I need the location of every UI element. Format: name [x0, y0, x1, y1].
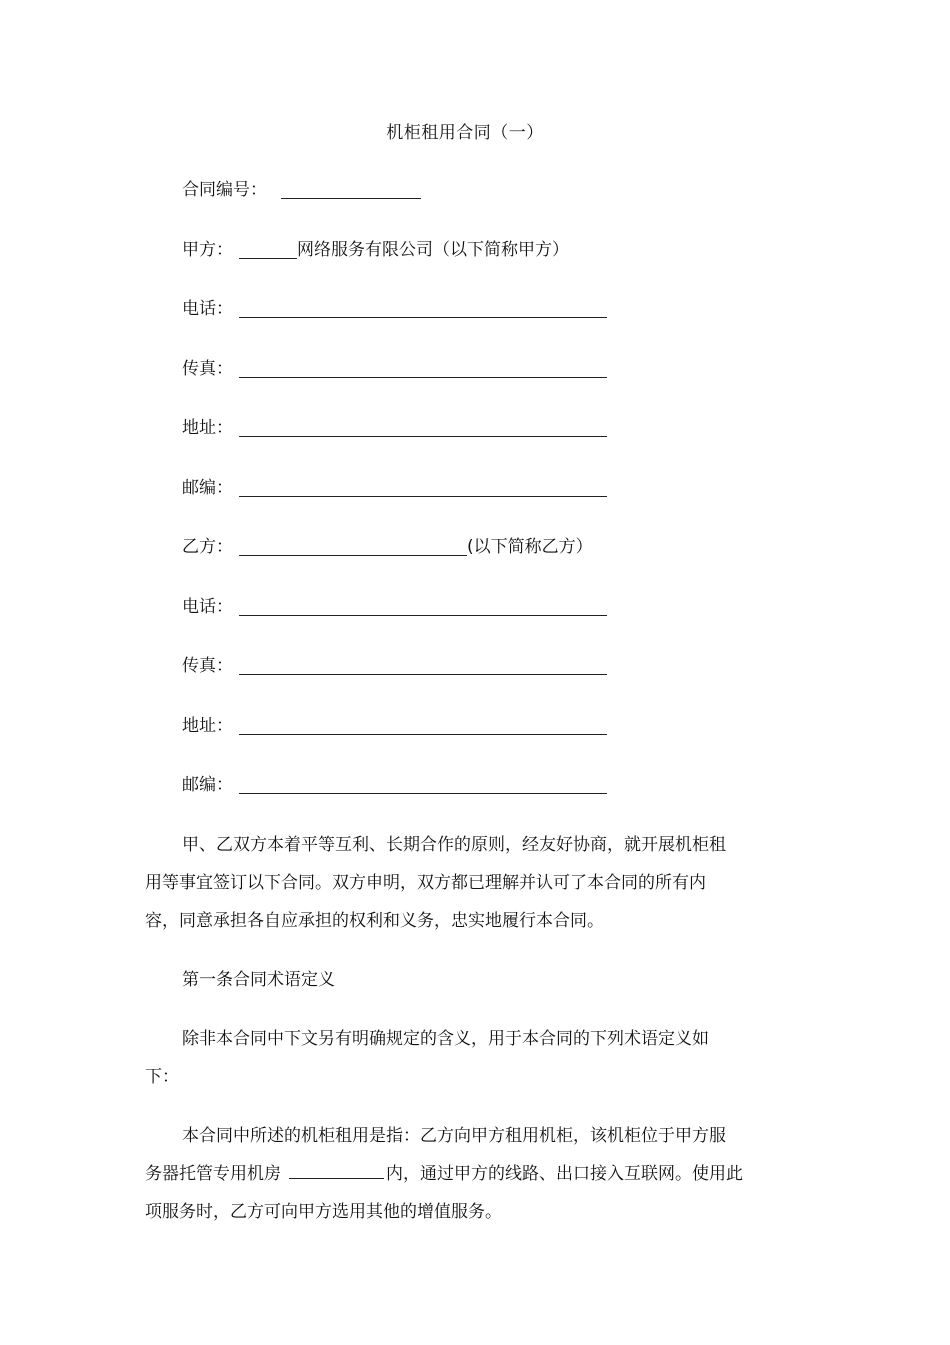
party-a-phone-blank[interactable] [239, 297, 607, 318]
party-a-postcode-blank[interactable] [239, 476, 607, 497]
rack-rental-line: 本合同中所述的机柜租用是指：乙方向甲方租用机柜，该机柜位于甲方服 [182, 1126, 726, 1146]
party-a-phone-label: 电话： [182, 299, 233, 319]
definition-line: 除非本合同中下文另有明确规定的含义，用于本合同的下列术语定义如 [182, 1029, 709, 1049]
rack-rental-line-2 [145, 1155, 775, 1193]
party-b-phone-blank[interactable] [239, 595, 607, 616]
party-b-suffix: (以下简称乙方） [467, 537, 593, 557]
party-b-fax-label: 传真： [182, 656, 233, 676]
party-b-postcode-field [182, 773, 607, 797]
party-a-postcode-field [182, 476, 607, 500]
intro-paragraph [145, 826, 775, 940]
party-a-postcode-label: 邮编： [182, 478, 233, 498]
party-a-name-blank[interactable] [239, 238, 297, 259]
party-a-fax-field [182, 357, 607, 381]
party-a-address-blank[interactable] [239, 416, 607, 437]
party-a-field [182, 238, 569, 262]
party-a-address-label: 地址： [182, 418, 233, 438]
definition-paragraph [145, 1020, 775, 1096]
party-b-label: 乙方： [182, 537, 233, 557]
party-b-postcode-blank[interactable] [239, 773, 607, 794]
party-b-phone-field [182, 595, 607, 619]
party-b-postcode-label: 邮编： [182, 775, 233, 795]
contract-number-field [182, 178, 421, 202]
party-b-name-blank[interactable] [239, 535, 467, 556]
party-a-phone-field [182, 297, 607, 321]
party-b-field [182, 535, 593, 559]
party-b-address-field [182, 714, 607, 738]
party-a-suffix: 网络服务有限公司（以下简称甲方） [297, 240, 569, 260]
party-b-address-blank[interactable] [239, 714, 607, 735]
party-a-fax-blank[interactable] [239, 357, 607, 378]
intro-line: 用等事宜签订以下合同。双方申明，双方都已理解并认可了本合同的所有内 [145, 873, 706, 893]
rack-rental-paragraph [145, 1117, 775, 1231]
party-a-fax-label: 传真： [182, 359, 233, 379]
machine-room-blank[interactable] [289, 1158, 384, 1179]
page-title: 机柜租用合同（一） [386, 123, 544, 143]
contract-number-blank[interactable] [281, 178, 421, 199]
rack-rental-line: 项服务时，乙方可向甲方选用其他的增值服务。 [145, 1202, 502, 1222]
rack-rental-text-a: 务器托管专用机房 [145, 1164, 281, 1184]
party-b-address-label: 地址： [182, 716, 233, 736]
party-b-phone-label: 电话： [182, 597, 233, 617]
rack-rental-text-b: 内，通过甲方的线路、出口接入互联网。使用此 [386, 1164, 743, 1184]
intro-line: 甲、乙双方本着平等互利、长期合作的原则，经友好协商，就开展机柜租 [182, 835, 726, 855]
article-1-heading-block [145, 961, 775, 999]
party-a-label: 甲方： [182, 240, 233, 260]
party-b-fax-blank[interactable] [239, 654, 607, 675]
intro-line: 容，同意承担各自应承担的权利和义务，忠实地履行本合同。 [145, 911, 604, 931]
party-a-address-field [182, 416, 607, 440]
party-b-fax-field [182, 654, 607, 678]
contract-number-label: 合同编号： [182, 180, 267, 200]
definition-line: 下： [145, 1067, 179, 1087]
article-1-heading: 第一条合同术语定义 [182, 970, 335, 990]
